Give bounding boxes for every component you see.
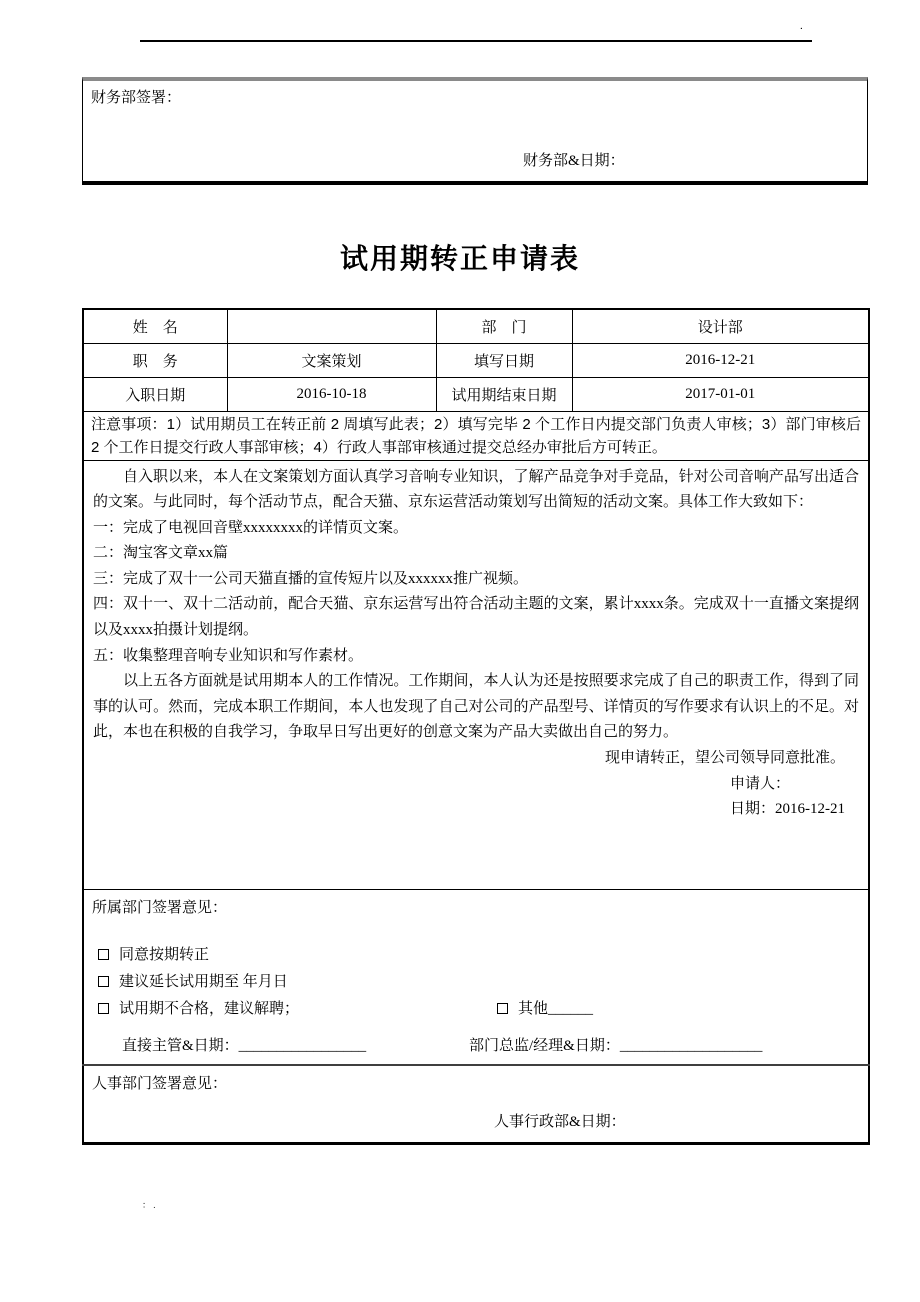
statement-cell bbox=[83, 460, 869, 889]
fill-date-value-cell: 2016-12-21 bbox=[572, 343, 869, 377]
hire-date-value-cell: 2016-10-18 bbox=[227, 377, 436, 411]
department-signature-row bbox=[122, 1033, 860, 1059]
hire-date-label-cell: 入职日期 bbox=[83, 377, 227, 411]
name-label-cell: 姓 名 bbox=[83, 309, 227, 343]
table-row bbox=[83, 411, 869, 460]
fill-date-label-cell: 填写日期 bbox=[436, 343, 572, 377]
checkbox-icon[interactable] bbox=[98, 949, 109, 960]
opinion-options bbox=[98, 942, 860, 1023]
supervisor-signature bbox=[122, 1038, 366, 1054]
finance-signoff-box bbox=[82, 77, 868, 185]
checkbox-icon[interactable] bbox=[98, 1003, 109, 1014]
table-row bbox=[83, 889, 869, 1065]
manager-signature bbox=[469, 1033, 762, 1059]
statement-item-4: 四：双十一、双十二活动前，配合天猫、京东运营写出符合活动主题的文案，累计xxxx条。完成双十一直播文案提纲以及xxxx拍摄计划提纲。 bbox=[93, 596, 859, 639]
other-blank-line[interactable]: ______ bbox=[548, 1000, 594, 1017]
statement-item-5: 五：收集整理音响专业知识和写作素材。 bbox=[93, 647, 364, 664]
option-dismiss-label: 试用期不合格，建议解聘； bbox=[119, 1000, 300, 1017]
table-row bbox=[83, 343, 869, 377]
checkbox-icon[interactable] bbox=[98, 976, 109, 987]
option-other-label: 其他 bbox=[518, 1000, 549, 1017]
applicant-sign-block bbox=[730, 772, 859, 823]
option-approve-label: 同意按期转正 bbox=[119, 946, 210, 963]
name-value-cell[interactable] bbox=[227, 309, 436, 343]
position-value-cell: 文案策划 bbox=[227, 343, 436, 377]
supervisor-blank-line[interactable]: _________________ bbox=[238, 1037, 367, 1054]
statement-item-3: 三：完成了双十一公司天猫直播的宣传短片以及xxxxxx推广视频。 bbox=[93, 570, 529, 587]
option-dismiss[interactable] bbox=[98, 1001, 299, 1017]
table-row bbox=[83, 460, 869, 889]
table-row bbox=[83, 1065, 869, 1143]
applicant-date-line: 日期：2016-12-21 bbox=[730, 801, 845, 818]
statement-item-2: 二：淘宝客文章xx篇 bbox=[93, 545, 229, 562]
finance-date-label: 财务部&日期： bbox=[523, 153, 625, 169]
probation-end-value-cell: 2017-01-01 bbox=[572, 377, 869, 411]
option-extend-label: 建议延长试用期至 年月日 bbox=[119, 973, 288, 990]
stray-mark-bottom: ： . bbox=[142, 1200, 156, 1210]
checkbox-icon[interactable] bbox=[497, 1003, 508, 1014]
option-row-3 bbox=[98, 996, 860, 1023]
department-label-cell: 部 门 bbox=[436, 309, 572, 343]
page-title: 试用期转正申请表 bbox=[339, 243, 580, 274]
statement-paragraph-1: 自入职以来，本人在文案策划方面认真学习音响专业知识，了解产品竞争对手竞品，针对公司音响产品写出适合的文案。与此同时，每个活动节点，配合天猫、京东运营活动策划写出简短的活动文案。具体工作大致如下： bbox=[93, 468, 859, 511]
stray-dot-top: . bbox=[800, 20, 803, 32]
closing-request-line: 现申请转正，望公司领导同意批准。 bbox=[604, 750, 845, 767]
manager-blank-line[interactable]: ___________________ bbox=[619, 1037, 763, 1054]
department-opinion-cell bbox=[83, 889, 869, 1065]
manager-label: 部门总监/经理&日期： bbox=[469, 1037, 620, 1054]
top-horizontal-rule bbox=[140, 40, 812, 42]
statement-item-1: 一：完成了电视回音壁xxxxxxxx的详情页文案。 bbox=[93, 519, 409, 536]
position-label-cell: 职 务 bbox=[83, 343, 227, 377]
option-extend[interactable] bbox=[98, 969, 860, 996]
table-row bbox=[83, 309, 869, 343]
supervisor-label: 直接主管&日期： bbox=[122, 1037, 239, 1054]
notes-cell: 注意事项：1）试用期员工在转正前 2 周填写此表；2）填写完毕 2 个工作日内提交部门负责人审核；3）部门审核后 2 个工作日提交行政人事部审核；4）行政人事部审核通过提交总经办审批后方可转正。 bbox=[83, 411, 869, 460]
hr-date-label: 人事行政部&日期： bbox=[494, 1114, 626, 1130]
hr-opinion-cell bbox=[83, 1065, 869, 1143]
hr-opinion-title: 人事部门签署意见： bbox=[92, 1076, 228, 1092]
option-approve[interactable] bbox=[98, 942, 860, 969]
department-opinion-title: 所属部门签署意见： bbox=[92, 899, 228, 916]
table-row bbox=[83, 377, 869, 411]
application-form-table bbox=[82, 308, 870, 1145]
department-value-cell: 设计部 bbox=[572, 309, 869, 343]
finance-signoff-label: 财务部签署： bbox=[91, 90, 182, 106]
probation-end-label-cell: 试用期结束日期 bbox=[436, 377, 572, 411]
option-other[interactable] bbox=[497, 996, 593, 1023]
statement-paragraph-2: 以上五各方面就是试用期本人的工作情况。工作期间，本人认为还是按照要求完成了自己的职责工作，得到了同事的认可。然而，完成本职工作期间，本人也发现了自己对公司的产品型号、详情页的写作要求有认识上的不足。对此，本也在积极的自我学习，争取早日写出更好的创意文案为产品大卖做出自己的努力。 bbox=[93, 673, 859, 741]
applicant-label: 申请人： bbox=[730, 775, 791, 792]
